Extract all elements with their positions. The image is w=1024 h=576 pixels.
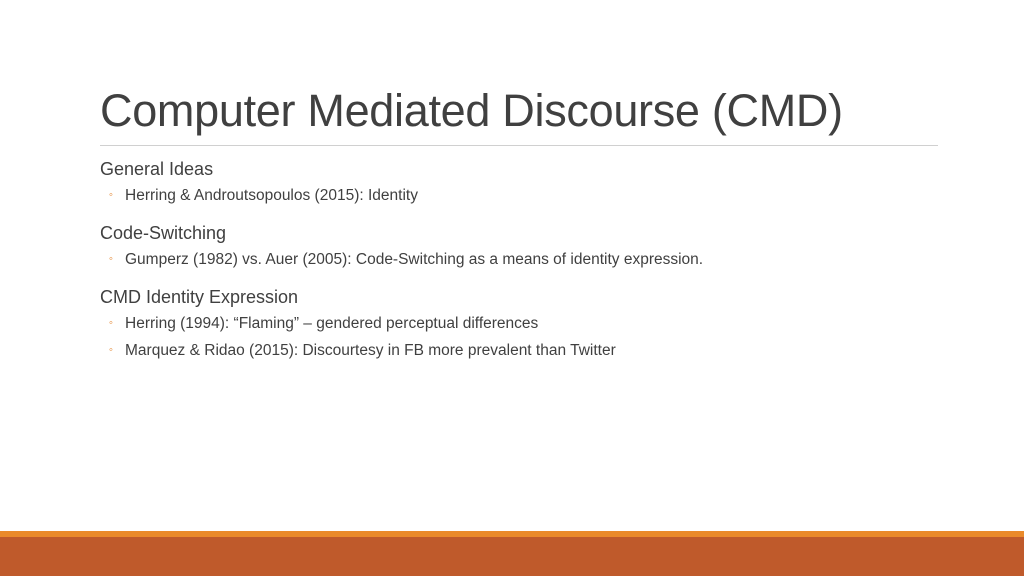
- section-cmd-identity-expression: [100, 284, 960, 364]
- footer-bar: [0, 537, 1024, 576]
- hollow-circle-bullet-icon: ◦: [109, 253, 113, 265]
- bullet-item: [100, 182, 960, 209]
- section-general-ideas: [100, 156, 960, 209]
- bullet-text: Herring (1994): “Flaming” – gendered perceptual differences: [125, 315, 539, 332]
- slide-content: [100, 156, 960, 375]
- section-code-switching: [100, 220, 960, 273]
- bullet-item: [100, 337, 960, 364]
- hollow-circle-bullet-icon: ◦: [109, 344, 113, 356]
- title-divider: [100, 145, 938, 146]
- section-heading: Code-Switching: [100, 223, 227, 243]
- hollow-circle-bullet-icon: ◦: [109, 189, 113, 201]
- section-heading: General Ideas: [100, 159, 214, 179]
- bullet-item: [100, 246, 960, 273]
- section-heading: CMD Identity Expression: [100, 287, 299, 307]
- bullet-text: Herring & Androutsopoulos (2015): Identity: [125, 187, 418, 204]
- hollow-circle-bullet-icon: ◦: [109, 317, 113, 329]
- bullet-text: Marquez & Ridao (2015): Discourtesy in FB more prevalent than Twitter: [125, 342, 616, 359]
- slide-title: Computer Mediated Discourse (CMD): [100, 85, 843, 136]
- bullet-item: [100, 310, 960, 337]
- bullet-text: Gumperz (1982) vs. Auer (2005): Code-Switching as a means of identity expression.: [125, 251, 704, 268]
